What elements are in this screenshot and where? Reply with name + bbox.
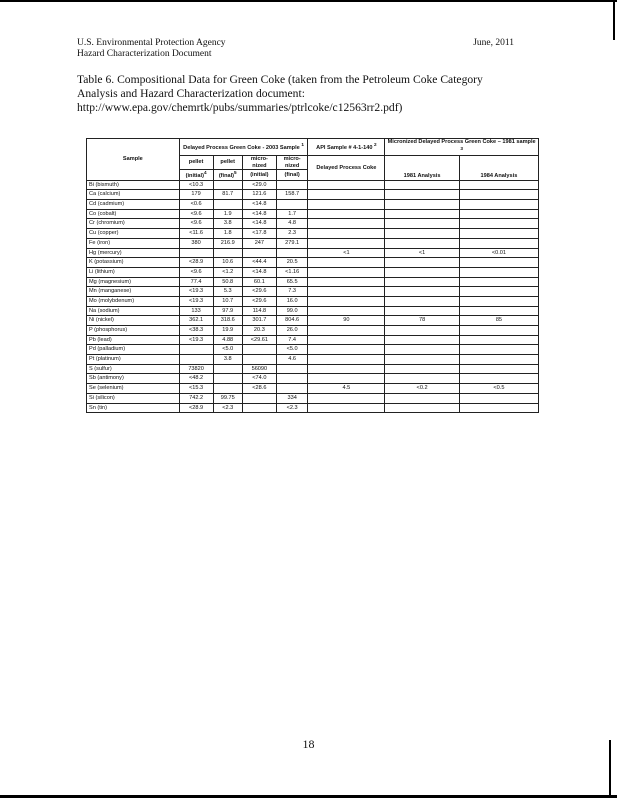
value-cell (308, 335, 385, 345)
value-cell: <0.6 (179, 200, 213, 210)
pellet-final-header: pellet (213, 156, 242, 170)
value-cell (308, 267, 385, 277)
value-cell (308, 296, 385, 306)
value-cell (308, 374, 385, 384)
table-row (87, 326, 539, 336)
final-2-header: (final) (276, 170, 308, 180)
analysis-1984-header: 1984 Analysis (459, 156, 538, 181)
value-cell (385, 403, 460, 413)
value-cell (308, 180, 385, 190)
value-cell (308, 190, 385, 200)
element-name-cell: Na (sodium) (87, 306, 180, 316)
micronized-initial-header: micro-nized (242, 156, 276, 170)
element-name-cell: Sb (antimony) (87, 374, 180, 384)
value-cell (385, 326, 460, 336)
value-cell: <29.6 (242, 296, 276, 306)
value-cell (385, 209, 460, 219)
table-row (87, 248, 539, 258)
final-1-header: (final)$^5$ (213, 170, 242, 180)
value-cell: 742.2 (179, 393, 213, 403)
value-cell: <14.8 (242, 200, 276, 210)
value-cell: 90 (308, 316, 385, 326)
delayed-process-coke-header: Delayed Process Coke (308, 156, 385, 181)
value-cell: 10.7 (213, 296, 242, 306)
value-cell: <1 (308, 248, 385, 258)
value-cell (242, 393, 276, 403)
value-cell: 16.0 (276, 296, 308, 306)
value-cell (276, 364, 308, 374)
element-name-cell: Ca (calcium) (87, 190, 180, 200)
value-cell (459, 364, 538, 374)
value-cell (459, 345, 538, 355)
table-row (87, 267, 539, 277)
value-cell (385, 180, 460, 190)
value-cell (459, 229, 538, 239)
value-cell: 4.6 (276, 355, 308, 365)
value-cell: 121.6 (242, 190, 276, 200)
green-coke-composition-table (86, 138, 539, 413)
table-row (87, 219, 539, 229)
document-type: Hazard Characterization Document (77, 49, 212, 59)
table-row (87, 355, 539, 365)
element-name-cell: Cd (cadmium) (87, 200, 180, 210)
value-cell: 318.6 (213, 316, 242, 326)
value-cell (385, 345, 460, 355)
api-sample-header: API Sample # 4-1-140 $^2$ (308, 139, 385, 156)
value-cell (459, 238, 538, 248)
value-cell (242, 403, 276, 413)
value-cell: <19.3 (179, 287, 213, 297)
value-cell (308, 287, 385, 297)
value-cell: <11.6 (179, 229, 213, 239)
delayed-process-header: Delayed Process Green Coke - 2003 Sample $^1$ (179, 139, 308, 156)
value-cell (308, 403, 385, 413)
value-cell (459, 190, 538, 200)
value-cell: <17.8 (242, 229, 276, 239)
value-cell (213, 374, 242, 384)
table-row (87, 229, 539, 239)
table-row (87, 393, 539, 403)
value-cell (385, 306, 460, 316)
pellet-initial-header: pellet (179, 156, 213, 170)
element-name-cell: Pb (lead) (87, 335, 180, 345)
value-cell (385, 200, 460, 210)
value-cell: <19.3 (179, 335, 213, 345)
value-cell: 26.0 (276, 326, 308, 336)
value-cell (459, 355, 538, 365)
value-cell (213, 384, 242, 394)
element-name-cell: K (potassium) (87, 258, 180, 268)
value-cell (308, 229, 385, 239)
initial-1-header: (initial)$^4$ (179, 170, 213, 180)
value-cell (385, 335, 460, 345)
value-cell: <1 (385, 248, 460, 258)
value-cell: <14.8 (242, 219, 276, 229)
value-cell (276, 384, 308, 394)
value-cell: <1.16 (276, 267, 308, 277)
element-name-cell: S (sulfur) (87, 364, 180, 374)
value-cell: 114.8 (242, 306, 276, 316)
value-cell (308, 306, 385, 316)
value-cell (308, 345, 385, 355)
value-cell (179, 248, 213, 258)
value-cell: 50.8 (213, 277, 242, 287)
value-cell: 81.7 (213, 190, 242, 200)
value-cell: <44.4 (242, 258, 276, 268)
value-cell: 60.1 (242, 277, 276, 287)
value-cell (385, 287, 460, 297)
element-name-cell: Mg (magnesium) (87, 277, 180, 287)
value-cell (276, 200, 308, 210)
value-cell: <29.6 (242, 287, 276, 297)
element-name-cell: Sn (tin) (87, 403, 180, 413)
caption-line-1: Table 6. Compositional Data for Green Coke (taken from the Petroleum Coke Category (77, 73, 483, 86)
page-number: 18 (302, 737, 315, 751)
table-row (87, 180, 539, 190)
value-cell: <74.0 (242, 374, 276, 384)
value-cell: <14.8 (242, 209, 276, 219)
value-cell (308, 355, 385, 365)
scan-edge-bottom (0, 795, 617, 798)
value-cell (459, 219, 538, 229)
element-name-cell: P (phosphorus) (87, 326, 180, 336)
value-cell (385, 393, 460, 403)
initial-2-header: (initial) (242, 170, 276, 180)
value-cell: 7.4 (276, 335, 308, 345)
value-cell: <10.3 (179, 180, 213, 190)
value-cell (308, 364, 385, 374)
value-cell (459, 403, 538, 413)
value-cell (276, 248, 308, 258)
value-cell (308, 277, 385, 287)
value-cell (308, 238, 385, 248)
value-cell (459, 200, 538, 210)
group-header-row (87, 139, 539, 156)
element-name-cell: Se (selenium) (87, 384, 180, 394)
value-cell: <5.0 (213, 345, 242, 355)
running-header (77, 38, 226, 60)
value-cell (459, 326, 538, 336)
table-row (87, 335, 539, 345)
value-cell: 5.3 (213, 287, 242, 297)
value-cell: <28.9 (179, 258, 213, 268)
value-cell: 179 (179, 190, 213, 200)
table-row (87, 306, 539, 316)
element-name-cell: Mo (molybdenum) (87, 296, 180, 306)
value-cell: <9.6 (179, 267, 213, 277)
table-row (87, 296, 539, 306)
value-cell: 99.75 (213, 393, 242, 403)
value-cell: <0.01 (459, 248, 538, 258)
value-cell (385, 355, 460, 365)
value-cell: 380 (179, 238, 213, 248)
value-cell: 4.8 (276, 219, 308, 229)
element-name-cell: Mn (manganese) (87, 287, 180, 297)
value-cell (308, 326, 385, 336)
value-cell (385, 258, 460, 268)
value-cell (385, 364, 460, 374)
value-cell: <29.61 (242, 335, 276, 345)
value-cell: 73820 (179, 364, 213, 374)
value-cell (459, 393, 538, 403)
value-cell (385, 296, 460, 306)
value-cell: 1.7 (276, 209, 308, 219)
value-cell: 247 (242, 238, 276, 248)
value-cell: <19.3 (179, 296, 213, 306)
value-cell: <0.5 (459, 384, 538, 394)
value-cell: 4.5 (308, 384, 385, 394)
value-cell (459, 267, 538, 277)
value-cell (385, 238, 460, 248)
value-cell (459, 277, 538, 287)
table-row (87, 316, 539, 326)
value-cell: 2.3 (276, 229, 308, 239)
value-cell (459, 306, 538, 316)
value-cell: 158.7 (276, 190, 308, 200)
table-row (87, 374, 539, 384)
table-row (87, 403, 539, 413)
value-cell (179, 345, 213, 355)
value-cell (213, 248, 242, 258)
value-cell (459, 335, 538, 345)
value-cell (385, 374, 460, 384)
element-name-cell: Pd (palladium) (87, 345, 180, 355)
value-cell: 216.9 (213, 238, 242, 248)
value-cell (308, 209, 385, 219)
sample-header-cell: Sample (87, 139, 180, 181)
value-cell (385, 219, 460, 229)
element-name-cell: Si (silicon) (87, 393, 180, 403)
header-date: June, 2011 (473, 38, 514, 48)
value-cell: <14.8 (242, 267, 276, 277)
value-cell: <48.2 (179, 374, 213, 384)
table-row (87, 190, 539, 200)
value-cell (308, 393, 385, 403)
agency-name: U.S. Environmental Protection Agency (77, 38, 226, 48)
value-cell: 362.1 (179, 316, 213, 326)
element-name-cell: Co (cobalt) (87, 209, 180, 219)
value-cell (179, 355, 213, 365)
value-cell (308, 258, 385, 268)
value-cell (385, 229, 460, 239)
value-cell: 97.9 (213, 306, 242, 316)
value-cell: <0.2 (385, 384, 460, 394)
value-cell: <9.6 (179, 219, 213, 229)
value-cell (213, 364, 242, 374)
value-cell: 3.8 (213, 219, 242, 229)
value-cell: 3.8 (213, 355, 242, 365)
micronized-header: Micronized Delayed Process Green Coke – 1981 sample $^3$ (385, 139, 539, 156)
value-cell (242, 345, 276, 355)
value-cell (276, 180, 308, 190)
value-cell: 77.4 (179, 277, 213, 287)
value-cell: <28.6 (242, 384, 276, 394)
value-cell: 334 (276, 393, 308, 403)
value-cell: <2.3 (213, 403, 242, 413)
table-row (87, 384, 539, 394)
value-cell (385, 190, 460, 200)
table-row (87, 200, 539, 210)
element-name-cell: Ni (nickel) (87, 316, 180, 326)
value-cell: 65.5 (276, 277, 308, 287)
value-cell (276, 374, 308, 384)
value-cell: 19.9 (213, 326, 242, 336)
value-cell: <2.3 (276, 403, 308, 413)
value-cell: <15.3 (179, 384, 213, 394)
caption-link: http://www.epa.gov/chemrtk/pubs/summaries/ptrlcoke/c12563rr2.pdf) (77, 101, 403, 114)
value-cell: <29.0 (242, 180, 276, 190)
element-name-cell: Bi (bismuth) (87, 180, 180, 190)
value-cell: 85 (459, 316, 538, 326)
value-cell (459, 180, 538, 190)
value-cell (308, 200, 385, 210)
value-cell: <9.6 (179, 209, 213, 219)
value-cell: 804.6 (276, 316, 308, 326)
table-row (87, 209, 539, 219)
value-cell (459, 287, 538, 297)
table-row (87, 258, 539, 268)
element-name-cell: Li (lithium) (87, 267, 180, 277)
value-cell (459, 258, 538, 268)
value-cell: 20.3 (242, 326, 276, 336)
value-cell: 301.7 (242, 316, 276, 326)
analysis-1981-header: 1981 Analysis (385, 156, 460, 181)
value-cell: <28.9 (179, 403, 213, 413)
element-name-cell: Hg (mercury) (87, 248, 180, 258)
value-cell: 279.1 (276, 238, 308, 248)
element-name-cell: Fe (iron) (87, 238, 180, 248)
value-cell: 133 (179, 306, 213, 316)
value-cell (385, 277, 460, 287)
value-cell: 1.9 (213, 209, 242, 219)
value-cell: <5.0 (276, 345, 308, 355)
value-cell: 99.0 (276, 306, 308, 316)
value-cell: 7.3 (276, 287, 308, 297)
value-cell: 10.6 (213, 258, 242, 268)
value-cell (459, 209, 538, 219)
table-row (87, 238, 539, 248)
caption-line-2: Analysis and Hazard Characterization document: (77, 87, 305, 100)
element-name-cell: Pt (platinum) (87, 355, 180, 365)
value-cell: 4.88 (213, 335, 242, 345)
value-cell (213, 200, 242, 210)
table-row (87, 287, 539, 297)
value-cell: 20.5 (276, 258, 308, 268)
table-caption (77, 73, 547, 115)
value-cell: 1.8 (213, 229, 242, 239)
scan-edge-top (0, 0, 617, 2)
value-cell (242, 248, 276, 258)
value-cell (459, 374, 538, 384)
value-cell (242, 355, 276, 365)
value-cell: 56090 (242, 364, 276, 374)
value-cell (308, 219, 385, 229)
element-name-cell: Cu (copper) (87, 229, 180, 239)
value-cell (213, 180, 242, 190)
table-row (87, 364, 539, 374)
value-cell: <38.3 (179, 326, 213, 336)
value-cell (385, 267, 460, 277)
value-cell: <1.2 (213, 267, 242, 277)
element-name-cell: Cr (chromium) (87, 219, 180, 229)
table-row (87, 345, 539, 355)
table-row (87, 277, 539, 287)
scan-edge-right (613, 0, 615, 40)
value-cell (459, 296, 538, 306)
value-cell: 78 (385, 316, 460, 326)
micronized-final-header: micro-nized (276, 156, 308, 170)
